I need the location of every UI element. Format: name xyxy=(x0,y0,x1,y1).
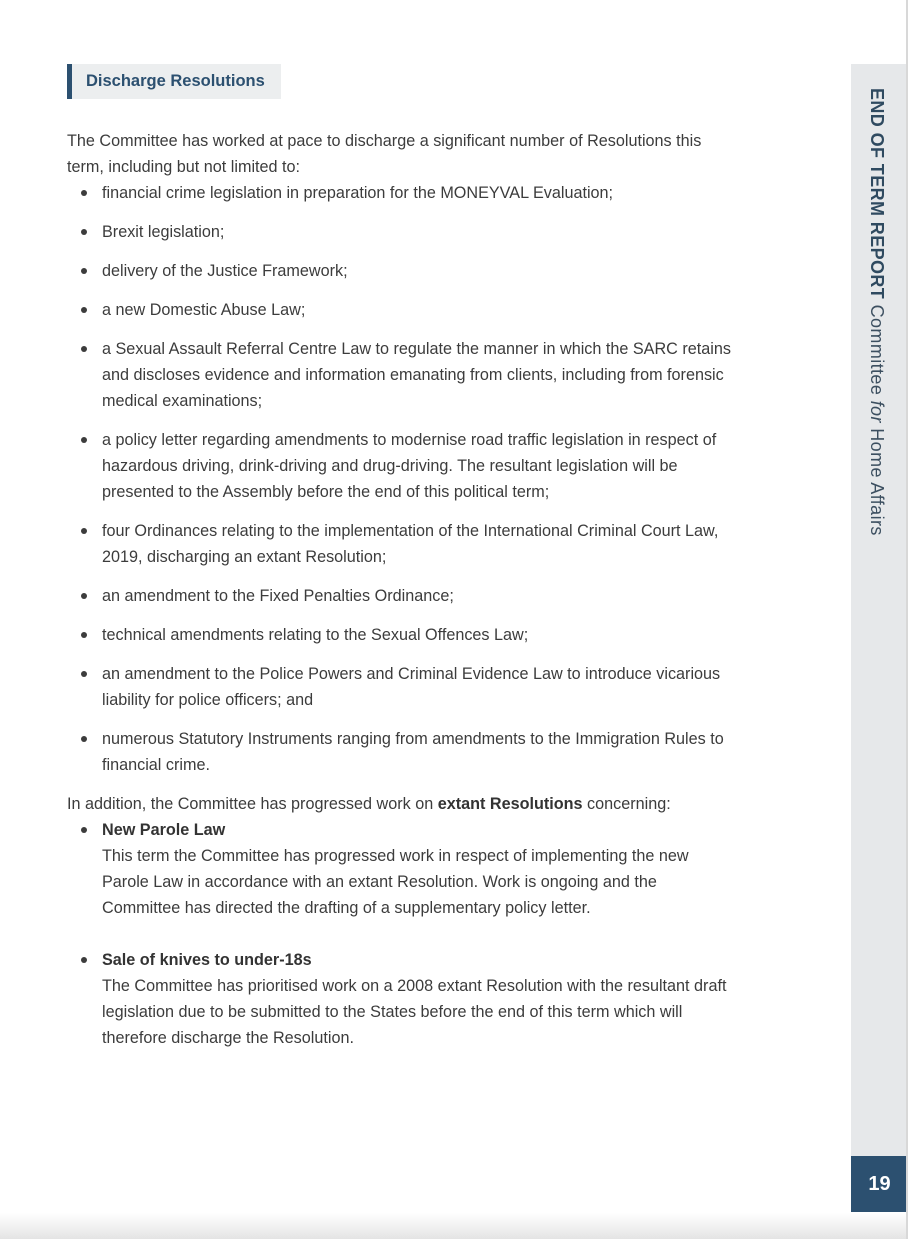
list-item: a Sexual Assault Referral Centre Law to regulate the manner in which the SARC retains and discloses evidence and information emanating from clients, including from forensic medical examinations; xyxy=(67,336,732,414)
list-item xyxy=(67,817,732,921)
page-bottom-shadow xyxy=(0,1213,908,1239)
page-number: 19 xyxy=(851,1156,908,1212)
bullet-icon xyxy=(81,736,87,742)
extant-resolutions-list xyxy=(67,817,732,1051)
bullet-icon xyxy=(81,632,87,638)
committee-name: Committee for Home Affairs xyxy=(867,304,887,536)
intro-paragraph: The Committee has worked at pace to discharge a significant number of Resolutions this term, including but not limited to: xyxy=(67,132,702,176)
list-item: technical amendments relating to the Sexual Offences Law; xyxy=(67,622,732,648)
bullet-icon xyxy=(81,268,87,274)
list-item: a new Domestic Abuse Law; xyxy=(67,297,732,323)
list-item xyxy=(67,947,732,1051)
addition-paragraph: In addition, the Committee has progressed work on extant Resolutions concerning: xyxy=(67,795,671,813)
bullet-icon xyxy=(81,827,87,833)
bullet-icon xyxy=(81,437,87,443)
list-item: numerous Statutory Instruments ranging from amendments to the Immigration Rules to financial crime. xyxy=(67,726,732,778)
bullet-icon xyxy=(81,346,87,352)
list-item: financial crime legislation in preparation for the MONEYVAL Evaluation; xyxy=(67,180,732,206)
bullet-icon xyxy=(81,671,87,677)
list-item: Brexit legislation; xyxy=(67,219,732,245)
section-heading: Discharge Resolutions xyxy=(67,64,281,99)
list-item: an amendment to the Police Powers and Criminal Evidence Law to introduce vicarious liability for police officers; and xyxy=(67,661,732,713)
list-item: an amendment to the Fixed Penalties Ordinance; xyxy=(67,583,732,609)
item-title: Sale of knives to under-18s xyxy=(102,951,312,969)
resolutions-list xyxy=(67,180,732,778)
item-text: This term the Committee has progressed work in respect of implementing the new Parole Law in accordance with an extant Resolution. Work is ongoing and the Committee has directed the drafting of a supplementary policy letter. xyxy=(102,847,689,917)
list-item: delivery of the Justice Framework; xyxy=(67,258,732,284)
bullet-icon xyxy=(81,593,87,599)
item-text: The Committee has prioritised work on a 2008 extant Resolution with the resultant draft legislation due to be submitted to the States before the end of this term which will therefore discharge the Resolution. xyxy=(102,977,727,1047)
bullet-icon xyxy=(81,307,87,313)
bullet-icon xyxy=(81,528,87,534)
list-item: four Ordinances relating to the implementation of the International Criminal Court Law, 2019, discharging an extant Resolution; xyxy=(67,518,732,570)
report-title: END OF TERM REPORT xyxy=(867,88,887,300)
list-item: a policy letter regarding amendments to modernise road traffic legislation in respect of hazardous driving, drink-driving and drug-driving. The resultant legislation will be presented to the Assembly before the end of this political term; xyxy=(67,427,732,505)
bullet-icon xyxy=(81,957,87,963)
bullet-icon xyxy=(81,229,87,235)
item-title: New Parole Law xyxy=(102,821,226,839)
running-header xyxy=(866,88,887,536)
bullet-icon xyxy=(81,190,87,196)
main-content xyxy=(67,128,732,1077)
